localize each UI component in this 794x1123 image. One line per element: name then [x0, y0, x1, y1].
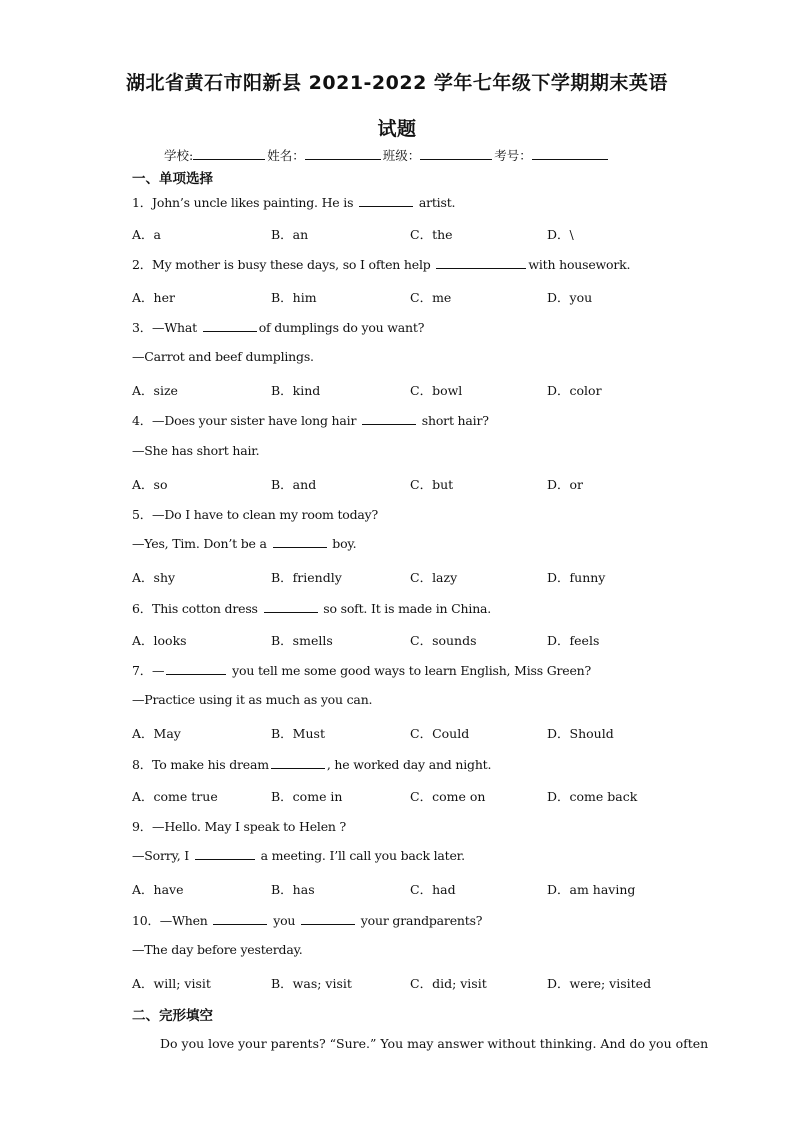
option-a[interactable]: A．looks	[132, 632, 187, 648]
question-1-options	[132, 225, 692, 243]
question-6-options	[132, 631, 692, 649]
option-d[interactable]: D．come back	[547, 788, 638, 804]
question-text: —She has short hair.	[132, 442, 260, 458]
question-10-options	[132, 974, 692, 992]
question-text: 7．—	[132, 663, 165, 678]
answer-blank[interactable]	[195, 848, 255, 860]
exam-title-continued: 试题	[377, 118, 417, 140]
option-c[interactable]: C．me	[410, 289, 452, 305]
option-c[interactable]: C．come on	[410, 788, 486, 804]
question-4-stem-line	[132, 411, 489, 429]
option-b[interactable]: B．Must	[271, 726, 325, 742]
option-a[interactable]: A．May	[132, 726, 181, 742]
answer-blank[interactable]	[362, 413, 416, 425]
option-c[interactable]: C．the	[410, 227, 453, 243]
answer-blank[interactable]	[271, 757, 325, 769]
answer-blank[interactable]	[203, 320, 257, 332]
class-label: 班级：	[382, 148, 421, 163]
number-label: 考号：	[494, 148, 532, 163]
option-a[interactable]: A．so	[132, 476, 168, 492]
question-text: boy.	[328, 536, 357, 552]
section-heading-single-choice: 一、单项选择	[132, 171, 213, 187]
question-10-stem-line	[132, 942, 303, 957]
exam-title: 湖北省黄石市阳新县 2021-2022 学年七年级下学期期末英语	[126, 72, 668, 94]
name-field[interactable]	[305, 147, 381, 160]
question-text: , he worked day and night.	[326, 756, 492, 772]
question-text: your grandparents?	[357, 912, 483, 928]
option-d[interactable]: D．you	[547, 289, 593, 305]
question-5-stem-line	[132, 536, 356, 551]
question-9-stem-line	[132, 848, 465, 863]
option-c[interactable]: C．had	[410, 882, 456, 898]
option-c[interactable]: C．sounds	[410, 632, 477, 648]
option-d[interactable]: D．Should	[547, 726, 614, 742]
option-b[interactable]: B．an	[271, 227, 309, 243]
option-b[interactable]: B．and	[271, 476, 317, 492]
question-1-stem-line	[132, 193, 455, 211]
option-c[interactable]: C．did; visit	[410, 976, 487, 991]
question-text: —The day before yesterday.	[132, 941, 303, 957]
question-text: 5．—Do I have to clean my room today?	[132, 507, 379, 522]
number-field[interactable]	[532, 147, 608, 160]
question-3-stem-line	[132, 349, 314, 364]
question-text: 3．—What	[132, 319, 201, 335]
question-2-options	[132, 288, 692, 306]
question-text: 4．—Does your sister have long hair	[132, 413, 361, 429]
question-3-stem-line	[132, 318, 424, 336]
question-text: 1．John’s uncle likes painting. He is	[132, 195, 358, 210]
question-4-stem-line	[132, 443, 259, 458]
option-b[interactable]: B．friendly	[271, 570, 342, 586]
question-text: 9．—Hello. May I speak to Helen ?	[132, 819, 347, 834]
question-text: artist.	[415, 195, 456, 210]
question-7-stem-line	[132, 661, 591, 679]
question-text: of dumplings do you want?	[258, 319, 425, 335]
question-text: —Practice using it as much as you can.	[132, 692, 373, 708]
school-field[interactable]	[193, 147, 265, 160]
option-d[interactable]: D．color	[547, 383, 602, 399]
option-d[interactable]: D．\	[547, 227, 574, 243]
question-text: 6．This cotton dress	[132, 600, 262, 616]
question-text: you	[269, 912, 300, 928]
answer-blank[interactable]	[264, 601, 318, 613]
option-a[interactable]: A．size	[132, 383, 178, 399]
option-a[interactable]: A．shy	[132, 570, 176, 586]
answer-blank[interactable]	[213, 913, 267, 925]
question-text: so soft. It is made in China.	[319, 600, 492, 616]
option-b[interactable]: B．was; visit	[271, 976, 352, 991]
answer-blank[interactable]	[359, 195, 413, 207]
question-8-stem-line	[132, 755, 491, 773]
option-a[interactable]: A．a	[132, 227, 161, 243]
option-b[interactable]: B．him	[271, 289, 317, 305]
answer-blank[interactable]	[301, 913, 355, 925]
question-7-stem-line	[132, 692, 372, 707]
option-d[interactable]: D．funny	[547, 570, 606, 586]
class-field[interactable]	[420, 147, 492, 160]
question-text: a meeting. I’ll call you back later.	[256, 848, 465, 864]
option-c[interactable]: C．but	[410, 476, 454, 492]
question-text: short hair?	[418, 413, 489, 429]
question-9-options	[132, 880, 692, 898]
question-text: —Carrot and beef dumplings.	[132, 349, 314, 364]
question-6-stem-line	[132, 599, 491, 617]
option-a[interactable]: A．have	[132, 882, 184, 898]
question-5-options	[132, 568, 692, 586]
question-text: 8．To make his dream	[132, 756, 269, 772]
question-text: 2．My mother is busy these days, so I often help	[132, 257, 435, 273]
question-text: 10．—When	[132, 912, 212, 928]
question-3-options	[132, 381, 692, 399]
option-d[interactable]: D．were; visited	[547, 976, 652, 991]
option-c[interactable]: C．bowl	[410, 383, 463, 399]
option-a[interactable]: A．her	[132, 289, 175, 305]
question-10-stem-line	[132, 911, 482, 929]
option-c[interactable]: C．lazy	[410, 570, 458, 586]
answer-blank[interactable]	[166, 663, 226, 675]
question-4-options	[132, 475, 692, 493]
answer-blank[interactable]	[436, 257, 526, 269]
question-2-stem-line	[132, 255, 630, 273]
question-text: —Sorry, I	[132, 848, 193, 864]
question-5-stem-line	[132, 505, 378, 523]
option-d[interactable]: D．or	[547, 476, 584, 492]
option-b[interactable]: B．has	[271, 882, 315, 898]
question-8-options	[132, 787, 692, 805]
section-heading-cloze: 二、完形填空	[132, 1008, 213, 1024]
name-label: 姓名：	[267, 148, 305, 163]
question-9-stem-line	[132, 817, 346, 835]
school-label: 学校:	[164, 148, 194, 163]
option-d[interactable]: D．am having	[547, 882, 636, 898]
option-d[interactable]: D．feels	[547, 632, 600, 648]
answer-blank[interactable]	[273, 536, 327, 548]
question-text: with housework.	[528, 257, 631, 273]
question-text: you tell me some good ways to learn English, Miss Green?	[228, 663, 592, 678]
question-7-options	[132, 724, 692, 742]
question-text: —Yes, Tim. Don’t be a	[132, 536, 271, 552]
option-b[interactable]: B．kind	[271, 383, 321, 399]
student-info-line	[164, 146, 610, 164]
option-a[interactable]: A．will; visit	[132, 976, 211, 991]
option-b[interactable]: B．come in	[271, 788, 343, 804]
option-b[interactable]: B．smells	[271, 632, 333, 648]
cloze-passage-line: Do you love your parents? “Sure.” You may answer without thinking. And do you often	[160, 1036, 709, 1051]
option-a[interactable]: A．come true	[132, 788, 218, 804]
option-c[interactable]: C．Could	[410, 726, 470, 742]
